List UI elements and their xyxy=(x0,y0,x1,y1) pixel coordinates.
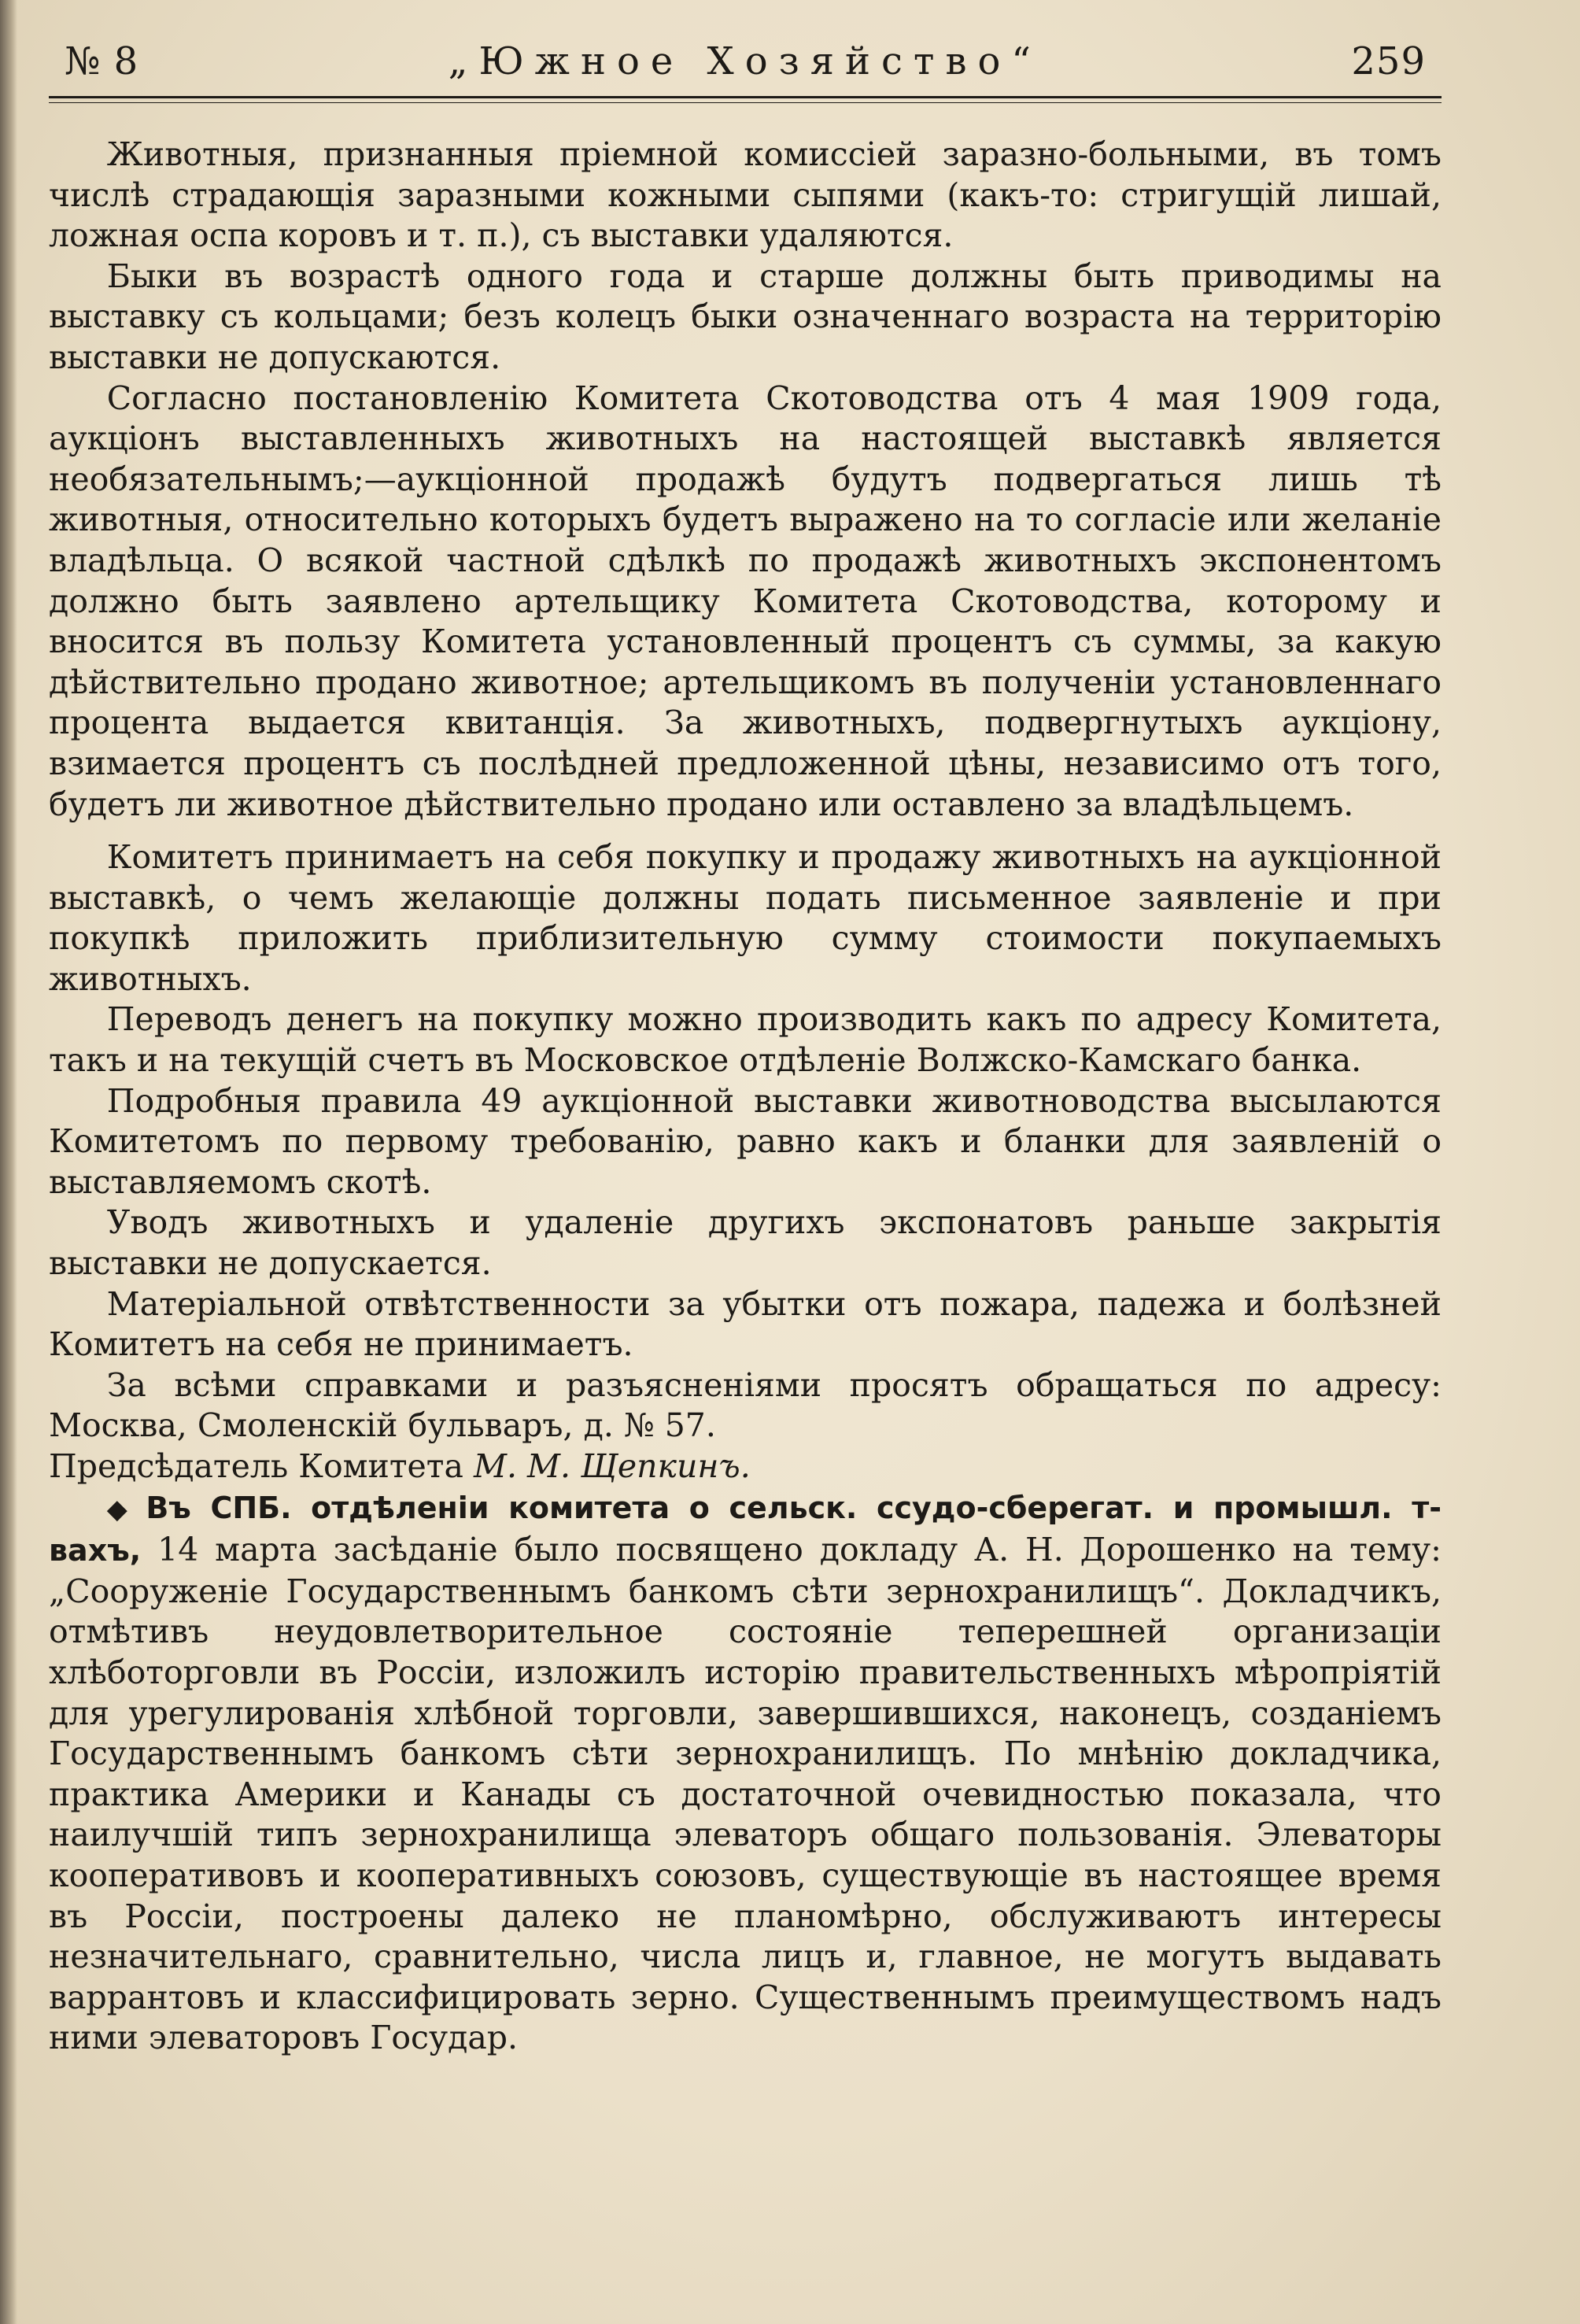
binding-shadow xyxy=(0,0,17,2324)
diamond-bullet-icon: ◆ xyxy=(106,1493,137,1525)
article-body xyxy=(49,135,1442,2059)
page-number: 259 xyxy=(1351,39,1426,83)
signature-name: М. М. Щепкинъ. xyxy=(473,1447,751,1485)
news-heading: Въ СПБ. отдѣленіи комитета о сельск. ссудо-сберегат. и промышл. т-вахъ, xyxy=(49,1490,1442,1568)
paragraph: Быки въ возрастѣ одного года и старше должны быть приводимы на выставку съ кольцами; безъ колецъ быки означеннаго возраста на территорію выставки не допускаются. xyxy=(49,257,1442,376)
signature-role: Предсѣдатель Комитета xyxy=(49,1447,463,1485)
paragraph: За всѣми справками и разъясненіями просятъ обращаться по адресу: Москва, Смоленскій бульваръ, д. № 57. xyxy=(49,1365,1442,1445)
news-item xyxy=(49,1487,1442,2059)
paragraph: Подробныя правила 49 аукціонной выставки животноводства высылаются Комитетомъ по первому требованію, равно какъ и бланки для заявленій о выставляемомъ скотѣ. xyxy=(49,1081,1442,1201)
paragraph: Животныя, признанныя пріемной комиссіей заразно-больными, въ томъ числѣ страдающія заразными кожными сыпями (какъ-то: стригущій лишай, ложная оспа коровъ и т. п.), съ выставки удаляются. xyxy=(49,135,1442,255)
signature-line xyxy=(49,1446,1442,1487)
journal-title: „Южное Хозяйство“ xyxy=(448,39,1042,83)
paragraph: Переводъ денегъ на покупку можно производить какъ по адресу Комитета, такъ и на текущій счетъ въ Московское отдѣленіе Волжско-Камскаго банка. xyxy=(49,1000,1442,1080)
document-page xyxy=(49,39,1442,2059)
paragraph: Матеріальной отвѣтственности за убытки отъ пожара, падежа и болѣзней Комитетъ на себя не принимаетъ. xyxy=(49,1284,1442,1364)
paragraph: Уводъ животныхъ и удаленіе другихъ экспонатовъ раньше закрытія выставки не допускается. xyxy=(49,1203,1442,1283)
paragraph: Согласно постановленію Комитета Скотоводства отъ 4 мая 1909 года, аукціонъ выставленныхъ животныхъ на настоящей выставкѣ является необязательнымъ;—аукціонной продажѣ будутъ подвергаться лишь тѣ животныя, относительно которыхъ будетъ выражено на то согласіе или желаніе владѣльца. О всякой частной сдѣлкѣ по продажѣ животныхъ экспонентомъ должно быть заявлено артельщику Комитета Скотоводства, которому и вносится въ пользу Комитета установленный процентъ съ суммы, за какую дѣйствительно продано животное; артельщикомъ въ полученіи установленнаго процента выдается квитанція. За животныхъ, подвергнутыхъ аукціону, взимается процентъ съ послѣдней предложенной цѣны, независимо отъ того, будетъ ли животное дѣйствительно продано или оставлено за владѣльцемъ. xyxy=(49,379,1442,823)
news-text: 14 марта засѣданіе было посвящено докладу А. Н. Дорошенко на тему: „Сооруженіе Государственнымъ банкомъ сѣти зернохранилищъ“. Докладчикъ, отмѣтивъ неудовлетворительное состояніе теперешней организаціи хлѣботорговли въ Россіи, изложилъ исторію правительственныхъ мѣропріятій для урегулированія хлѣбной торговли, завершившихся, наконецъ, созданіемъ Государственнымъ банкомъ сѣти зернохранилищъ. По мнѣнію докладчика, практика Америки и Канады съ достаточной очевидностью показала, что наилучшій типъ зернохранилища элеваторъ общаго пользованія. Элеваторы кооперативовъ и кооперативныхъ союзовъ, существующіе въ настоящее время въ Россіи, построены далеко не планомѣрно, обслуживаютъ интересы незначительнаго, сравнительно, числа лицъ и, главное, не могутъ выдавать варрантовъ и классифицировать зерно. Существеннымъ преимуществомъ надъ ними элеваторовъ Государ. xyxy=(49,1531,1442,2057)
paragraph: Комитетъ принимаетъ на себя покупку и продажу животныхъ на аукціонной выставкѣ, о чемъ желающіе должны подать письменное заявленіе и при покупкѣ приложить приблизительную сумму стоимости покупаемыхъ животныхъ. xyxy=(49,838,1442,998)
running-header xyxy=(49,39,1442,90)
issue-number: № 8 xyxy=(65,39,139,83)
header-rule xyxy=(49,96,1442,103)
